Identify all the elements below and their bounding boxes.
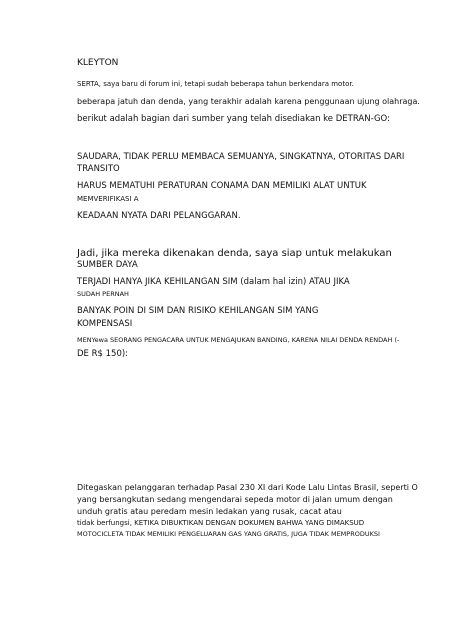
text-line: beberapa jatuh dan denda, yang terakhir adalah karena penggunaan ujung olahraga. [77, 97, 420, 106]
text-line: SERTA, saya baru di forum ini, tetapi sudah beberapa tahun berkendara motor. [77, 80, 354, 88]
text-line: KOMPENSASI [77, 319, 133, 329]
text-line: MOTOCICLETA TIDAK MEMILIKI PENGELUARAN GAS YANG GRATIS, JUGA TIDAK MEMPRODUKSI [77, 530, 380, 538]
text-line: SUMBER DAYA [77, 260, 138, 270]
text-line: BANYAK POIN DI SIM DAN RISIKO KEHILANGAN SIM YANG [77, 306, 319, 316]
text-line: MEMVERIFIKASI A [77, 195, 139, 203]
text-line: TERJADI HANYA JIKA KEHILANGAN SIM (dalam hal izin) ATAU JIKA [77, 277, 350, 287]
text-line: Ditegaskan pelanggaran terhadap Pasal 230 XI dari Kode Lalu Lintas Brasil, seperti O [77, 483, 418, 492]
text-line: tidak berfungsi, KETIKA DIBUKTIKAN DENGAN DOKUMEN BAHWA YANG DIMAKSUD [77, 519, 365, 527]
text-line: HARUS MEMATUHI PERATURAN CONAMA DAN MEMILIKI ALAT UNTUK [77, 181, 367, 191]
text-line: Jadi, jika mereka dikenakan denda, saya siap untuk melakukan [77, 248, 392, 259]
text-line: SUDAH PERNAH [77, 290, 129, 298]
text-line: KLEYTON [77, 58, 119, 68]
text-line: TRANSITO [77, 164, 120, 174]
text-line: MENYewa SEORANG PENGACARA UNTUK MENGAJUKAN BANDING, KARENA NILAI DENDA RENDAH (- [77, 336, 400, 344]
text-line: KEADAAN NYATA DARI PELANGGARAN. [77, 211, 241, 221]
text-line: unduh gratis atau peredam mesin ledakan yang rusak, cacat atau [77, 507, 342, 516]
text-line: yang bersangkutan sedang mengendarai sepeda motor di jalan umum dengan [77, 495, 393, 504]
text-line: berikut adalah bagian dari sumber yang telah disediakan ke DETRAN-GO: [77, 114, 390, 124]
text-line: DE R$ 150): [77, 349, 129, 359]
text-line: SAUDARA, TIDAK PERLU MEMBACA SEMUANYA, SINGKATNYA, OTORITAS DARI [77, 152, 405, 162]
